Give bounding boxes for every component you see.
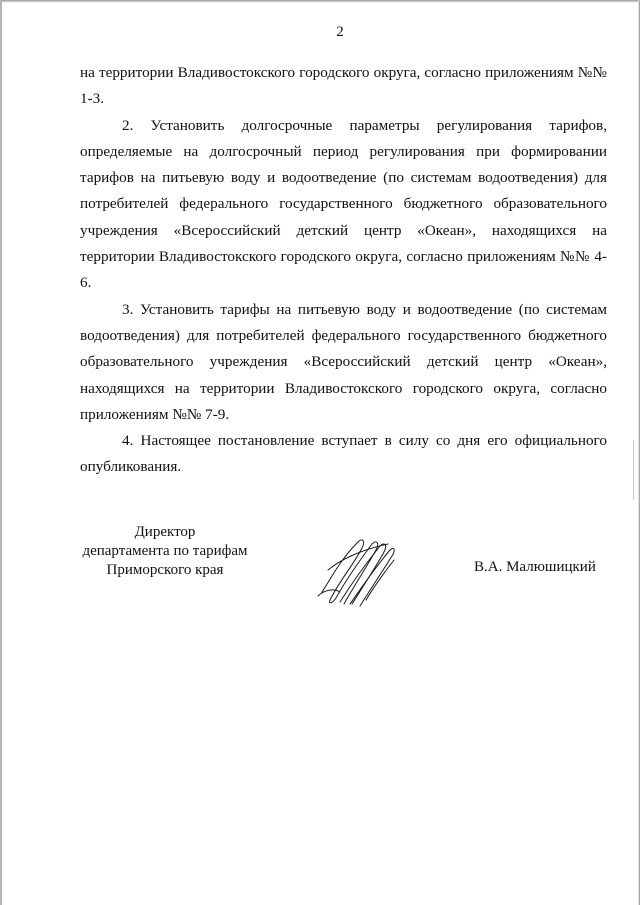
position-line-2: департамента по тарифам — [82, 543, 248, 559]
paragraph-continuation: на территории Владивостокского городского округа, согласно приложениям №№ 1-3. — [80, 64, 607, 108]
paragraph-2: 2. Установить долгосрочные параметры регулирования тарифов, определяемые на долгосрочный период регулирования при формировании тарифов на питьевую воду и водоотведение (по системам водоотведения) для потребителей федерального государственного бюджетного образовательного учреждения «Всероссийский детский центр «Океан», находящихся на территории Владивостокского городского округа, согласно приложениям №№ 4-6. — [80, 116, 607, 292]
signatory-name: В.А. Малюшицкий — [474, 559, 596, 575]
signatory-position — [70, 523, 260, 580]
paragraph-3: 3. Установить тарифы на питьевую воду и водоотведение (по системам водоотведения) для потребителей федерального государственного бюджетного образовательного учреждения «Всероссийский детский центр «Океан», находящихся на территории Владивостокского городского округа, согласно приложениям №№ 7-9. — [80, 300, 607, 423]
paragraph-4: 4. Настоящее постановление вступает в силу со дня его официального опубликования. — [80, 432, 607, 476]
position-line-3: Приморского края — [106, 562, 224, 578]
page-number: 2 — [336, 24, 344, 40]
handwritten-signature — [310, 530, 400, 610]
position-line-1: Директор — [134, 524, 196, 540]
